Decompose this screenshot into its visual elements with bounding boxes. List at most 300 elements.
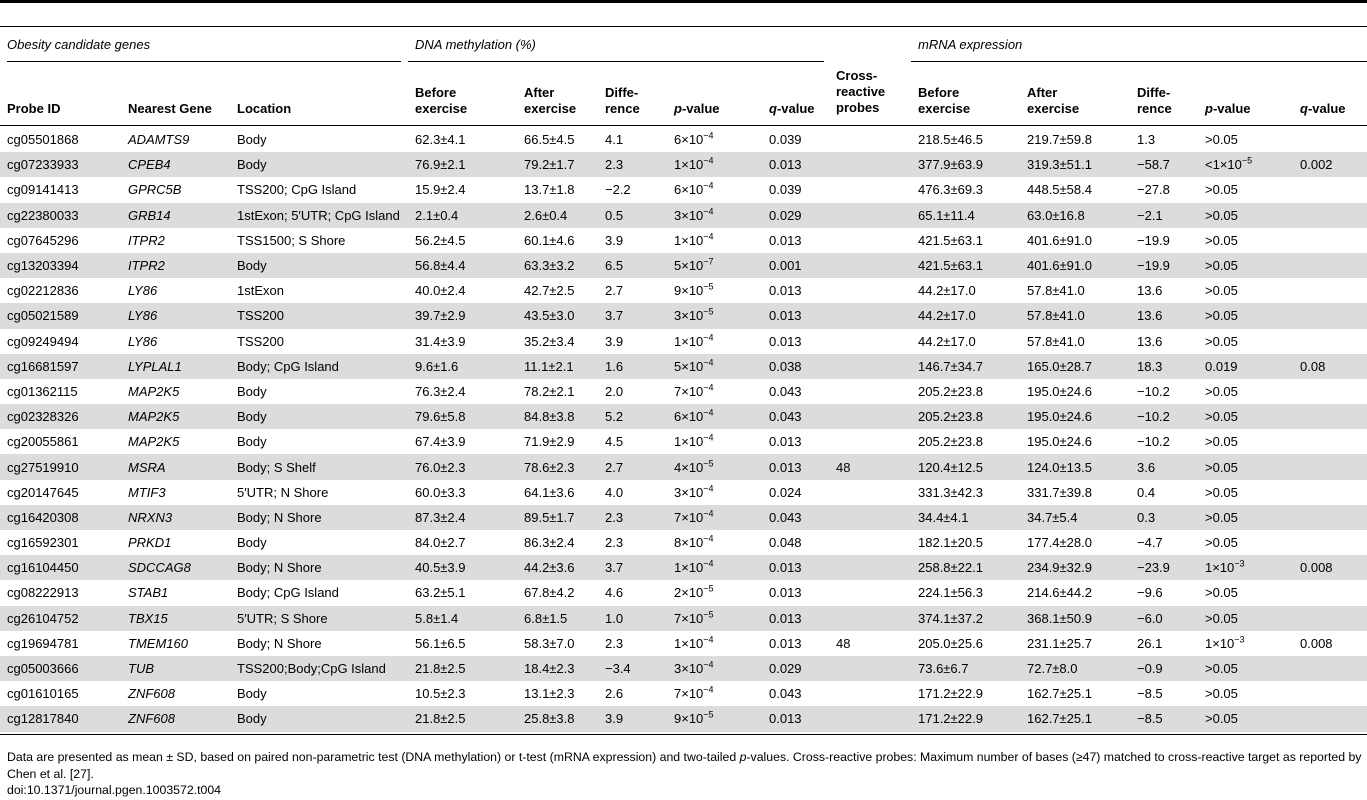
cell-mrna-difference: −19.9: [1130, 253, 1198, 278]
cell-mrna-q-value: 0.08: [1293, 354, 1367, 379]
cell-mrna-p-value: [1198, 681, 1293, 706]
cell-mrna-difference: 13.6: [1137, 283, 1163, 299]
cell-meth-difference: 4.1: [605, 132, 624, 148]
cell-meth-p-value-exponent: −4: [703, 155, 714, 166]
cell-meth-q-value: 0.013: [762, 706, 829, 731]
cell-mrna-p-value-base: 0.019: [1205, 358, 1238, 374]
cell-meth-p-value-base: 6×10: [674, 132, 704, 148]
cell-location: Body; CpG Island: [237, 585, 339, 601]
cell-meth-p-value-base: 3×10: [674, 207, 704, 223]
cell-mrna-p-value-base: >0.05: [1205, 434, 1238, 450]
cell-meth-before: 10.5±2.3: [415, 686, 466, 702]
cell-meth-p-value: [667, 203, 762, 228]
cell-meth-after: 2.6±0.4: [517, 203, 598, 228]
cell-mrna-q-value: [1293, 329, 1367, 354]
cell-mrna-p-value-exponent: −3: [1234, 634, 1245, 645]
cell-meth-q-value: 0.043: [769, 686, 802, 702]
cell-mrna-before: 224.1±56.3: [918, 585, 983, 601]
cell-mrna-p-value: [1198, 656, 1293, 681]
header-cross-l2: reactive: [836, 84, 886, 99]
cell-meth-q-value: 0.013: [769, 283, 802, 299]
cell-mrna-p-value: [1198, 580, 1293, 605]
table-row: [0, 555, 1367, 580]
header-cross-reactive: [836, 68, 885, 116]
table-row: [0, 706, 1367, 731]
cell-meth-before: 84.0±2.7: [415, 535, 466, 551]
cell-probe-id: cg01610165: [7, 686, 79, 702]
cell-mrna-after: 63.0±16.8: [1020, 203, 1130, 228]
cell-nearest-gene: NRXN3: [121, 505, 230, 530]
cell-meth-after: 63.3±3.2: [517, 253, 598, 278]
cell-nearest-gene: MSRA: [121, 454, 230, 479]
cell-mrna-after: 401.6±91.0: [1020, 253, 1130, 278]
cell-mrna-q-value: [1293, 303, 1367, 328]
cell-meth-q-value: 0.043: [769, 383, 802, 399]
cell-mrna-p-value: [1198, 127, 1293, 152]
cell-meth-before: 67.4±3.9: [415, 434, 466, 450]
cell-mrna-after: 195.0±24.6: [1020, 404, 1130, 429]
group-underline-mrna: [911, 61, 1367, 62]
cell-meth-p-value: [667, 555, 762, 580]
cell-meth-p-value-exponent: −4: [703, 231, 714, 242]
cell-meth-p-value-exponent: −4: [703, 407, 714, 418]
cell-mrna-after: 57.8±41.0: [1020, 303, 1130, 328]
cell-meth-q-value: 0.038: [762, 354, 829, 379]
cell-meth-p-value-base: 7×10: [674, 686, 704, 702]
cell-mrna-difference: −19.9: [1137, 232, 1170, 248]
cell-meth-p-value-base: 7×10: [674, 610, 704, 626]
cell-probe-id: cg16420308: [0, 505, 121, 530]
header-meth-p-value: [674, 101, 720, 117]
cell-mrna-difference: −8.5: [1137, 686, 1163, 702]
cell-meth-after: 66.5±4.5: [524, 132, 575, 148]
cell-meth-p-value-exponent: −4: [703, 508, 714, 519]
table-row: [0, 631, 1367, 656]
cell-mrna-before: 73.6±6.7: [911, 656, 1020, 681]
cell-probe-id: cg01362115: [7, 383, 78, 399]
cell-mrna-difference: −58.7: [1130, 152, 1198, 177]
cell-meth-before: 79.6±5.8: [408, 404, 517, 429]
cell-meth-q-value: 0.043: [762, 505, 829, 530]
cell-mrna-before: 258.8±22.1: [911, 555, 1020, 580]
cell-cross-reactive: [829, 354, 911, 379]
cell-meth-difference: 4.5: [605, 434, 624, 450]
cell-meth-q-value: 0.001: [762, 253, 829, 278]
cell-mrna-difference: −10.2: [1130, 404, 1198, 429]
header-meth-before: [415, 85, 467, 117]
cell-cross-reactive: [829, 152, 911, 177]
cell-meth-p-value-base: 7×10: [674, 509, 704, 525]
cell-meth-p-value: [667, 253, 762, 278]
cell-meth-p-value-exponent: −4: [703, 130, 714, 141]
cell-meth-p-value-exponent: −4: [703, 181, 714, 192]
cell-probe-id: cg05003666: [0, 656, 121, 681]
header-mrna-diff-l1: Diffe-: [1137, 85, 1171, 100]
cell-cross-reactive: [829, 429, 911, 454]
cell-mrna-before: 44.2±17.0: [918, 283, 976, 299]
cell-mrna-p-value: [1198, 228, 1293, 253]
cell-meth-difference: 6.5: [598, 253, 667, 278]
cell-meth-p-value: [667, 429, 762, 454]
cell-meth-p-value: [667, 278, 762, 303]
group-underline-obesity: [7, 61, 401, 62]
cell-mrna-p-value-base: >0.05: [1205, 283, 1238, 299]
cell-meth-before: 56.2±4.5: [415, 232, 466, 248]
cell-meth-p-value-base: 1×10: [674, 232, 704, 248]
cell-mrna-before: 377.9±63.9: [911, 152, 1020, 177]
cell-location: 5′UTR; S Shore: [230, 606, 408, 631]
cell-probe-id: cg20147645: [7, 484, 79, 500]
cell-mrna-after: 57.8±41.0: [1027, 283, 1085, 299]
cell-meth-p-value: [667, 656, 762, 681]
cell-meth-p-value: [667, 681, 762, 706]
cell-mrna-difference: 3.6: [1130, 454, 1198, 479]
header-mrna-after: [1027, 85, 1079, 117]
table-row: [0, 329, 1367, 354]
cell-cross-reactive: [829, 404, 911, 429]
cell-probe-id: cg16104450: [0, 555, 121, 580]
cell-mrna-difference: 0.4: [1137, 484, 1156, 500]
cell-mrna-before: 421.5±63.1: [918, 232, 983, 248]
header-cross-l1: Cross-: [836, 68, 878, 83]
cell-mrna-difference: −6.0: [1130, 606, 1198, 631]
cell-meth-p-value-exponent: −5: [703, 609, 714, 620]
cell-meth-after: 44.2±3.6: [517, 555, 598, 580]
header-meth-q-value: [769, 101, 815, 117]
cell-mrna-after: 331.7±39.8: [1027, 484, 1092, 500]
header-meth-after-l2: exercise: [524, 101, 577, 116]
cell-meth-p-value-exponent: −4: [703, 533, 714, 544]
table-row: [0, 580, 1367, 605]
cell-meth-before: 62.3±4.1: [415, 132, 466, 148]
cell-mrna-p-value-base: >0.05: [1205, 585, 1238, 601]
cell-mrna-q-value: [1293, 429, 1367, 454]
cell-mrna-after: 177.4±28.0: [1027, 535, 1092, 551]
cell-mrna-p-value-base: >0.05: [1205, 207, 1238, 223]
cell-meth-after: 78.2±2.1: [524, 383, 575, 399]
header-cross-l3: probes: [836, 100, 880, 115]
cell-cross-reactive: [829, 681, 911, 706]
cell-meth-p-value: [667, 303, 762, 328]
table-row: [0, 379, 1367, 404]
cell-mrna-p-value: [1198, 278, 1293, 303]
cell-nearest-gene: LY86: [121, 303, 230, 328]
header-mrna-p-italic: p: [1205, 101, 1213, 116]
table-row: [0, 454, 1367, 479]
header-meth-diff-l1: Diffe-: [605, 85, 639, 100]
cell-probe-id: cg16592301: [7, 535, 79, 551]
cell-meth-p-value: [667, 631, 762, 656]
cell-meth-p-value-exponent: −4: [703, 634, 714, 645]
cell-location: Body: [230, 253, 408, 278]
cell-meth-after: 35.2±3.4: [524, 333, 575, 349]
cell-meth-p-value-base: 8×10: [674, 535, 704, 551]
cell-cross-reactive: [829, 530, 911, 555]
cell-meth-p-value-base: 5×10: [674, 358, 704, 374]
cell-nearest-gene: STAB1: [128, 585, 169, 601]
table-row: [0, 177, 1367, 202]
cell-meth-difference: 0.5: [598, 203, 667, 228]
cell-meth-q-value: 0.039: [769, 132, 802, 148]
cell-meth-q-value: 0.013: [769, 434, 802, 450]
cell-meth-p-value-base: 3×10: [674, 484, 704, 500]
cell-mrna-p-value-base: >0.05: [1205, 535, 1238, 551]
cell-mrna-p-value: [1198, 631, 1293, 656]
cell-meth-p-value-base: 6×10: [674, 409, 704, 425]
cell-meth-after: 78.6±2.3: [517, 454, 598, 479]
cell-mrna-p-value: [1198, 606, 1293, 631]
cell-meth-difference: 2.0: [605, 383, 624, 399]
cell-meth-p-value-base: 4×10: [674, 459, 704, 475]
cell-location: TSS200;Body;CpG Island: [230, 656, 408, 681]
table-row: [0, 303, 1367, 328]
footnote-text-2: -values. Cross-reactive probes: Maximum number of bases (≥47) matched to cross-reactive target as reported by Chen et al. [27].: [7, 750, 1362, 781]
cell-meth-before: 76.3±2.4: [415, 383, 466, 399]
cell-mrna-before: 476.3±69.3: [918, 182, 983, 198]
table-row: [0, 253, 1367, 278]
cell-mrna-before: 218.5±46.5: [918, 132, 983, 148]
cell-mrna-p-value: [1198, 329, 1293, 354]
cell-mrna-p-value-base: 1×10: [1205, 635, 1235, 651]
cell-meth-p-value-exponent: −7: [703, 256, 714, 267]
footnote-italic-p: p: [739, 750, 747, 764]
cell-mrna-after: 57.8±41.0: [1027, 333, 1085, 349]
cell-location: Body: [237, 383, 267, 399]
cell-mrna-p-value-base: 1×10: [1205, 560, 1235, 576]
cell-nearest-gene: LY86: [128, 333, 158, 349]
cell-probe-id: cg22380033: [0, 203, 121, 228]
cell-mrna-p-value-base: >0.05: [1205, 686, 1238, 702]
cell-cross-reactive: [829, 656, 911, 681]
cell-meth-after: 11.1±2.1: [517, 354, 598, 379]
table-row: [0, 681, 1367, 706]
cell-nearest-gene: MAP2K5: [128, 434, 180, 450]
cell-location: 1stExon; 5′UTR; CpG Island: [230, 203, 408, 228]
cell-meth-after: 43.5±3.0: [517, 303, 598, 328]
cell-meth-q-value: 0.013: [769, 333, 802, 349]
cell-meth-p-value: [667, 580, 762, 605]
cell-meth-p-value: [667, 354, 762, 379]
cell-meth-p-value-exponent: −5: [703, 281, 714, 292]
data-table: [0, 127, 1367, 732]
cell-mrna-after: 319.3±51.1: [1020, 152, 1130, 177]
cell-meth-difference: 5.2: [598, 404, 667, 429]
cell-meth-difference: 2.7: [605, 283, 624, 299]
cell-mrna-p-value-base: >0.05: [1205, 509, 1238, 525]
cell-mrna-before: 182.1±20.5: [918, 535, 983, 551]
cell-meth-after: 79.2±1.7: [517, 152, 598, 177]
cell-meth-before: 39.7±2.9: [408, 303, 517, 328]
cell-mrna-difference: 1.3: [1137, 132, 1156, 148]
header-meth-difference: [605, 85, 640, 117]
cell-cross-reactive: [829, 480, 911, 505]
cell-meth-before: 60.0±3.3: [415, 484, 466, 500]
cell-nearest-gene: ADAMTS9: [128, 132, 190, 148]
cell-mrna-p-value: [1198, 152, 1293, 177]
cell-nearest-gene: TUB: [121, 656, 230, 681]
cell-meth-before: 40.0±2.4: [415, 283, 466, 299]
header-meth-diff-l2: rence: [605, 101, 640, 116]
cell-mrna-p-value: [1198, 203, 1293, 228]
cell-cross-reactive: [829, 253, 911, 278]
cell-meth-p-value-base: 1×10: [674, 560, 704, 576]
cell-mrna-p-value-base: >0.05: [1205, 258, 1238, 274]
cell-meth-p-value-base: 3×10: [674, 308, 704, 324]
cell-location: 5′UTR; N Shore: [237, 484, 329, 500]
cell-mrna-q-value: [1293, 404, 1367, 429]
cell-meth-p-value: [667, 530, 762, 555]
header-mrna-p-value: [1205, 101, 1251, 117]
cell-meth-difference: 3.9: [605, 232, 624, 248]
header-mrna-diff-l2: rence: [1137, 101, 1172, 116]
cell-meth-difference: 2.3: [598, 505, 667, 530]
header-meth-p-italic: p: [674, 101, 682, 116]
cell-mrna-q-value: [1293, 228, 1367, 253]
cell-meth-p-value-exponent: −4: [703, 206, 714, 217]
cell-meth-p-value: [667, 379, 762, 404]
cell-mrna-difference: −9.6: [1137, 585, 1163, 601]
group-dna-methylation: DNA methylation (%): [415, 37, 536, 52]
cell-meth-p-value: [667, 127, 762, 152]
cell-nearest-gene: ITPR2: [121, 253, 230, 278]
cell-meth-after: 58.3±7.0: [524, 635, 575, 651]
cell-probe-id: cg26104752: [0, 606, 121, 631]
header-mrna-q-italic: q: [1300, 101, 1308, 116]
cell-meth-p-value-exponent: −4: [703, 382, 714, 393]
cell-meth-p-value-base: 1×10: [674, 333, 704, 349]
cell-meth-p-value-exponent: −4: [703, 433, 714, 444]
cell-meth-p-value-base: 1×10: [674, 635, 704, 651]
cell-meth-q-value: 0.013: [769, 585, 802, 601]
cell-cross-reactive: [829, 177, 911, 202]
cell-mrna-after: 448.5±58.4: [1027, 182, 1092, 198]
cell-meth-difference: 3.9: [598, 706, 667, 731]
table-row: [0, 127, 1367, 152]
cell-mrna-after: 231.1±25.7: [1027, 635, 1092, 651]
cell-mrna-after: 195.0±24.6: [1027, 434, 1092, 450]
cell-meth-difference: 2.3: [605, 535, 624, 551]
cell-mrna-difference: −10.2: [1137, 434, 1170, 450]
cell-meth-after: 13.1±2.3: [524, 686, 575, 702]
cell-meth-p-value-exponent: −5: [703, 710, 714, 721]
cell-meth-p-value-base: 9×10: [674, 283, 704, 299]
cell-mrna-p-value-base: >0.05: [1205, 132, 1238, 148]
cell-meth-after: 67.8±4.2: [524, 585, 575, 601]
cell-meth-p-value-base: 6×10: [674, 182, 704, 198]
cell-nearest-gene: CPEB4: [121, 152, 230, 177]
cell-meth-p-value-exponent: −4: [703, 659, 714, 670]
cell-meth-difference: 2.7: [598, 454, 667, 479]
cell-mrna-before: 205.2±23.8: [918, 434, 983, 450]
cell-nearest-gene: PRKD1: [128, 535, 172, 551]
cell-meth-p-value-base: 7×10: [674, 383, 704, 399]
cell-mrna-after: 195.0±24.6: [1027, 383, 1092, 399]
cell-meth-p-value: [667, 152, 762, 177]
cell-mrna-difference: −4.7: [1137, 535, 1163, 551]
cell-nearest-gene: MAP2K5: [128, 383, 180, 399]
header-probe-id: Probe ID: [7, 101, 61, 116]
cell-meth-p-value-exponent: −4: [703, 332, 714, 343]
cell-meth-p-value-base: 1×10: [674, 157, 704, 173]
header-mrna-q-value: [1300, 101, 1346, 117]
header-meth-q-italic: q: [769, 101, 777, 116]
cell-meth-before: 9.6±1.6: [408, 354, 517, 379]
cell-probe-id: cg07645296: [7, 232, 79, 248]
cell-meth-before: 15.9±2.4: [415, 182, 466, 198]
cell-meth-p-value-exponent: −5: [703, 458, 714, 469]
cell-location: Body: [230, 706, 408, 731]
cell-meth-q-value: 0.013: [769, 635, 802, 651]
cell-meth-before: 5.8±1.4: [408, 606, 517, 631]
header-mrna-after-l2: exercise: [1027, 101, 1080, 116]
cell-location: TSS200: [230, 303, 408, 328]
top-border: [0, 0, 1367, 3]
header-mrna-p-suffix: -value: [1212, 101, 1251, 116]
cell-location: TSS200; CpG Island: [237, 182, 357, 198]
cell-meth-after: 42.7±2.5: [524, 283, 575, 299]
cell-mrna-difference: 13.6: [1130, 303, 1198, 328]
cell-nearest-gene: SDCCAG8: [121, 555, 230, 580]
cell-meth-difference: 4.0: [605, 484, 624, 500]
cell-meth-before: 56.1±6.5: [415, 635, 466, 651]
cell-meth-before: 87.3±2.4: [408, 505, 517, 530]
cell-mrna-before: 146.7±34.7: [911, 354, 1020, 379]
cell-meth-p-value: [667, 329, 762, 354]
header-mrna-q-suffix: -value: [1307, 101, 1346, 116]
cell-meth-difference: 2.3: [605, 635, 624, 651]
cell-mrna-after: 368.1±50.9: [1020, 606, 1130, 631]
header-mrna-before: [918, 85, 970, 117]
cell-meth-q-value: 0.048: [769, 535, 802, 551]
cell-mrna-difference: 18.3: [1130, 354, 1198, 379]
table-row: [0, 228, 1367, 253]
cell-meth-after: 6.8±1.5: [517, 606, 598, 631]
cell-meth-q-value: 0.029: [762, 656, 829, 681]
cell-mrna-before: 331.3±42.3: [918, 484, 983, 500]
cell-nearest-gene: ZNF608: [121, 706, 230, 731]
cell-meth-after: 13.7±1.8: [524, 182, 575, 198]
cell-cross-reactive: [829, 278, 911, 303]
cell-meth-p-value-base: 2×10: [674, 585, 704, 601]
cell-nearest-gene: TMEM160: [128, 635, 188, 651]
cell-mrna-q-value: [1293, 379, 1367, 404]
cell-meth-before: 76.0±2.3: [408, 454, 517, 479]
cell-meth-after: 25.8±3.8: [517, 706, 598, 731]
cell-meth-p-value: [667, 454, 762, 479]
cell-mrna-difference: −10.2: [1137, 383, 1170, 399]
cell-meth-p-value: [667, 505, 762, 530]
cell-meth-before: 2.1±0.4: [408, 203, 517, 228]
cell-cross-reactive: [829, 379, 911, 404]
cell-mrna-p-value: [1198, 404, 1293, 429]
cell-cross-reactive: [829, 555, 911, 580]
cell-mrna-after: 34.7±5.4: [1020, 505, 1130, 530]
cell-mrna-q-value: [1293, 505, 1367, 530]
cell-meth-difference: 3.7: [598, 303, 667, 328]
cell-meth-before: 76.9±2.1: [408, 152, 517, 177]
cell-mrna-p-value: [1198, 303, 1293, 328]
cell-meth-p-value: [667, 404, 762, 429]
cell-meth-q-value: 0.013: [762, 555, 829, 580]
cell-cross-reactive: [829, 228, 911, 253]
cell-mrna-difference: −27.8: [1137, 182, 1170, 198]
cell-cross-reactive: [829, 505, 911, 530]
table-bottom-rule: [0, 734, 1367, 735]
cell-nearest-gene: MAP2K5: [121, 404, 230, 429]
header-mrna-after-l1: After: [1027, 85, 1058, 100]
cell-mrna-p-value: [1198, 177, 1293, 202]
cell-nearest-gene: ZNF608: [128, 686, 175, 702]
